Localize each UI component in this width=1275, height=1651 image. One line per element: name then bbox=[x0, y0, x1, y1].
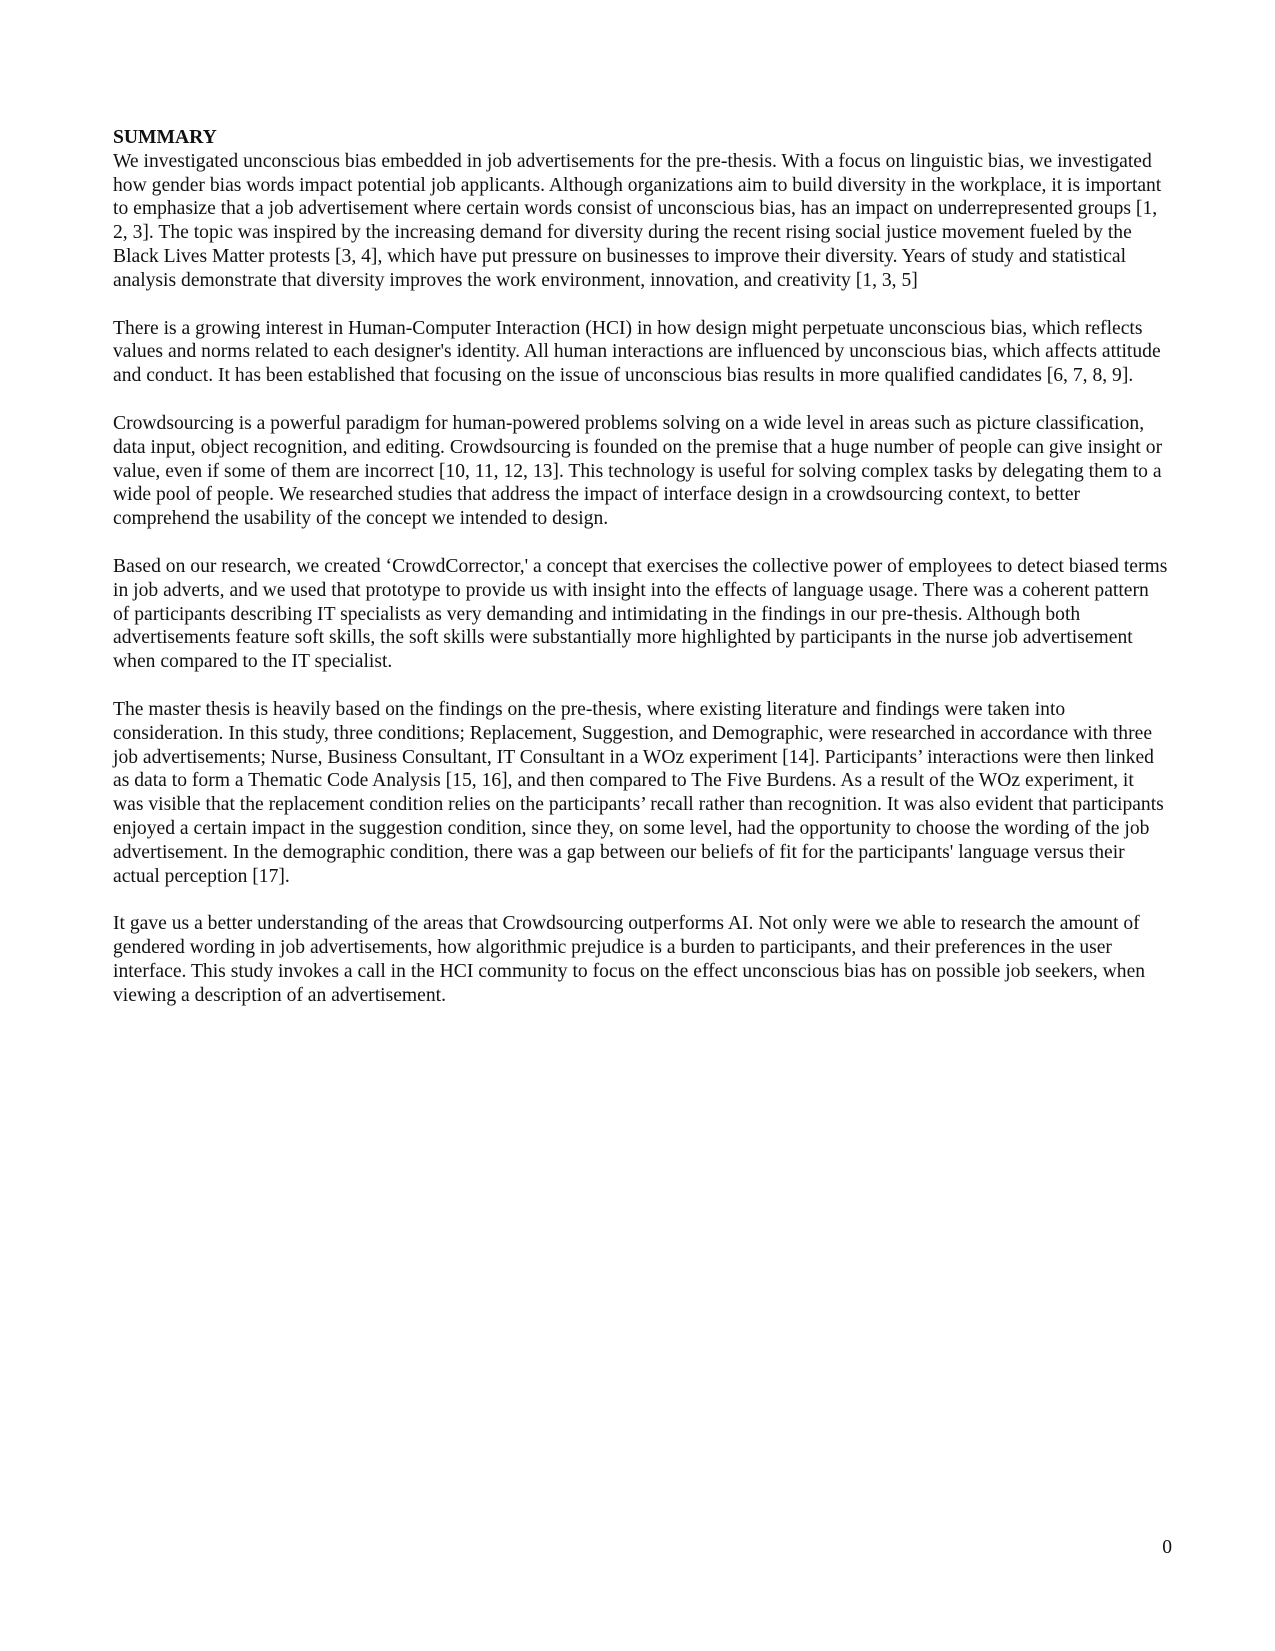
summary-paragraph-6: It gave us a better understanding of the areas that Crowdsourcing outperforms AI. Not only were we able to research the amount of gendered wording in job advertisements, how algorithmic prejudice is a burden to participants, and their preferences in the user interface. This study invokes a call in the HCI community to focus on the effect unconscious bias has on possible job seekers, when viewing a description of an advertisement. bbox=[113, 913, 1146, 1006]
summary-paragraph-3: Crowdsourcing is a powerful paradigm for human-powered problems solving on a wide level in areas such as picture classification, data input, object recognition, and editing. Crowdsourcing is founded on the premise that a huge number of people can give insight or value, even if some of them are incorrect [10, 11, 12, 13]. This technology is useful for solving complex tasks by delegating them to a wide pool of people. We researched studies that address the impact of interface design in a crowdsourcing context, to better comprehend the usability of the concept we intended to design. bbox=[113, 412, 1163, 530]
summary-paragraph-5: The master thesis is heavily based on the findings on the pre-thesis, where existing literature and findings were taken into consideration. In this study, three conditions; Replacement, Suggestion, and Demographic, were researched in accordance with three job advertisements; Nurse, Business Consultant, IT Consultant in a WOz experiment [14]. Participants’ interactions were then linked as data to form a Thematic Code Analysis [15, 16], and then compared to The Five Burdens. As a result of the WOz experiment, it was visible that the replacement condition relies on the participants’ recall rather than recognition. It was also evident that participants enjoyed a certain impact in the suggestion condition, since they, on some level, had the opportunity to choose the wording of the job advertisement. In the demographic condition, there was a gap between our beliefs of fit for the participants' language versus their actual perception [17]. bbox=[113, 698, 1164, 887]
summary-paragraph-1: We investigated unconscious bias embedded in job advertisements for the pre-thesis. With a focus on linguistic bias, we investigated how gender bias words impact potential job applicants. Although organizations aim to build diversity in the workplace, it is important to emphasize that a job advertisement where certain words consist of unconscious bias, has an impact on underrepresented groups [1, 2, 3]. The topic was inspired by the increasing demand for diversity during the recent rising social justice movement fueled by the Black Lives Matter protests [3, 4], which have put pressure on businesses to improve their diversity. Years of study and statistical analysis demonstrate that diversity improves the work environment, innovation, and creativity [1, 3, 5] bbox=[113, 150, 1162, 291]
summary-section bbox=[113, 126, 1168, 1032]
summary-heading: SUMMARY bbox=[113, 127, 217, 148]
page-number: 0 bbox=[1162, 1537, 1172, 1558]
summary-paragraph-2: There is a growing interest in Human-Computer Interaction (HCI) in how design might perpetuate unconscious bias, which reflects values and norms related to each designer's identity. All human interactions are influenced by unconscious bias, which affects attitude and conduct. It has been established that focusing on the issue of unconscious bias results in more qualified candidates [6, 7, 8, 9]. bbox=[113, 317, 1161, 387]
summary-paragraph-4: Based on our research, we created ‘CrowdCorrector,' a concept that exercises the collective power of employees to detect biased terms in job adverts, and we used that prototype to provide us with insight into the effects of language usage. There was a coherent pattern of participants describing IT specialists as very demanding and intimidating in the findings in our pre-thesis. Although both advertisements feature soft skills, the soft skills were substantially more highlighted by participants in the nurse job advertisement when compared to the IT specialist. bbox=[113, 555, 1168, 673]
